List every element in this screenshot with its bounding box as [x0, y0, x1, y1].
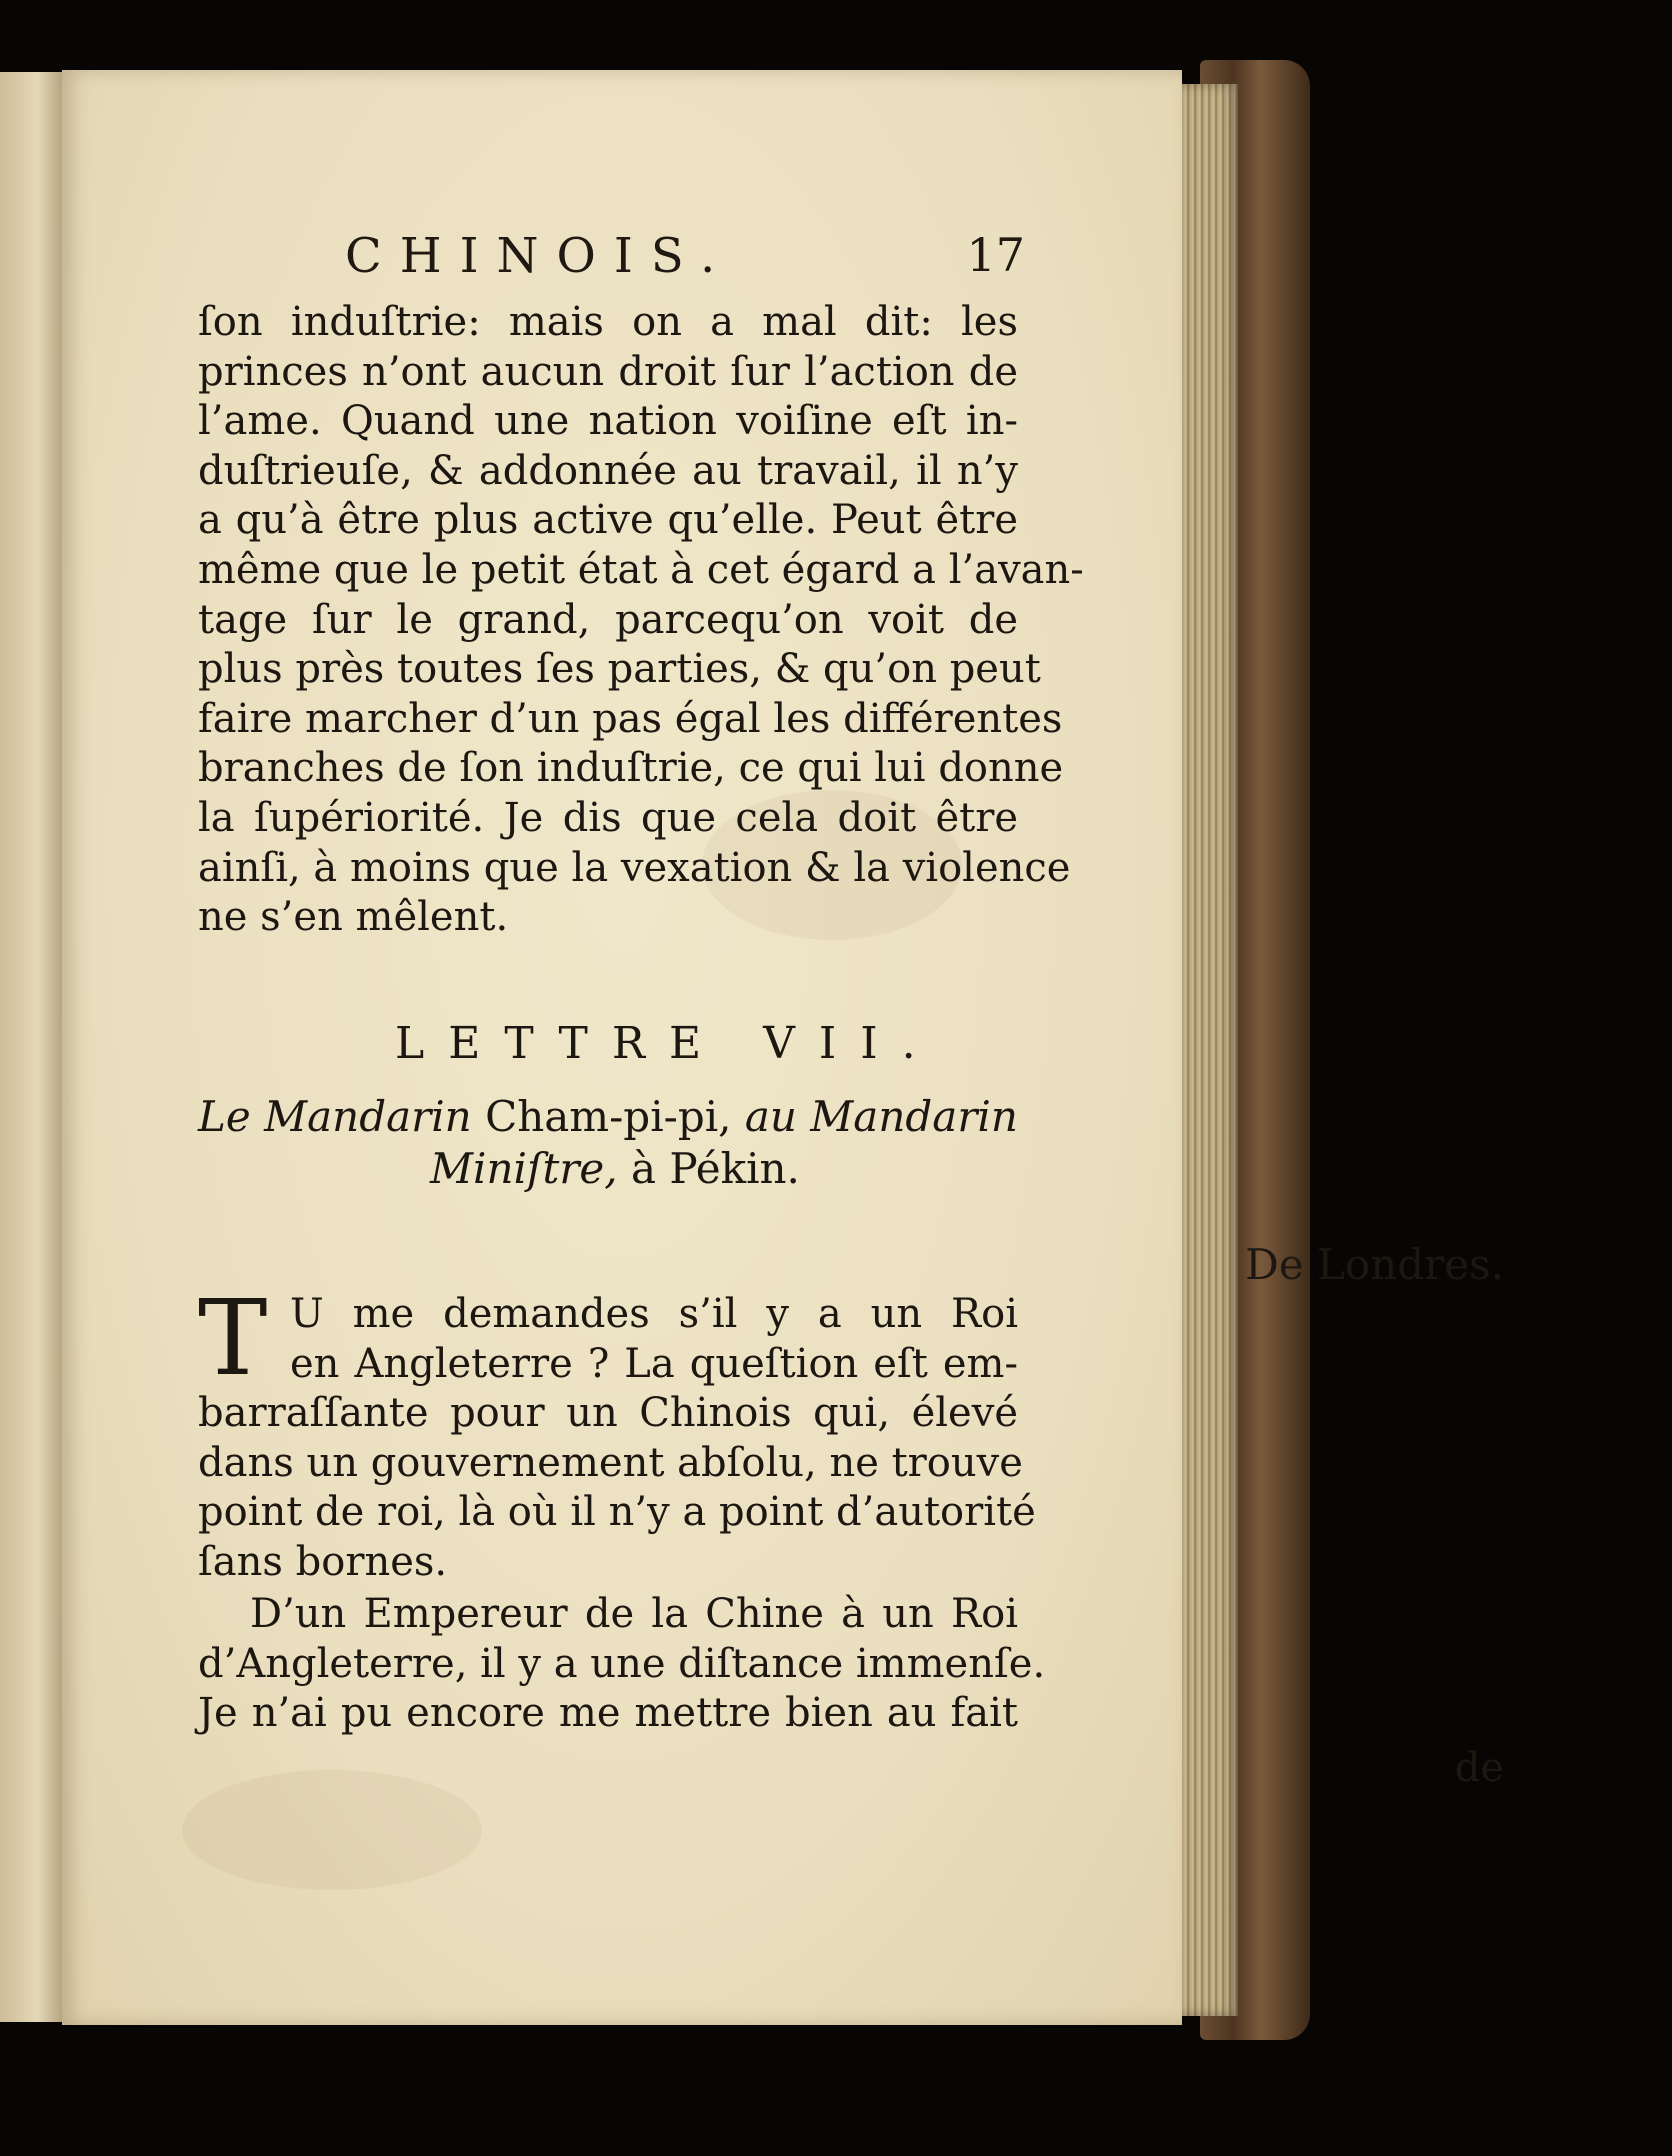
- address-mandarin: Mandarin: [264, 1092, 472, 1141]
- left-page-edge: [0, 72, 62, 2022]
- dateline: De Londres.: [1245, 1240, 1504, 1289]
- address-mandarin-2: Mandarin: [810, 1092, 1018, 1141]
- text-line: princes n’ont aucun droit ſur l’action de: [198, 348, 1018, 395]
- address-ministre: Miniſtre,: [430, 1144, 618, 1193]
- drop-cap: T: [198, 1277, 268, 1399]
- text-line: branches de ſon induſtrie, ce qui lui donne: [198, 745, 1064, 792]
- address-le: Le: [198, 1092, 251, 1141]
- text-line: ſon induſtrie: mais on a mal dit: les: [198, 299, 1018, 345]
- text-line: ne s’en mêlent.: [198, 894, 509, 941]
- address-au: au: [744, 1092, 797, 1141]
- text-line: d’Angleterre, il y a une diſtance immenſe.: [198, 1640, 1046, 1687]
- text-line: même que le petit état à cet égard a l’avan-: [198, 546, 1084, 593]
- text-line: tage ſur le grand, parcequ’on voit de: [198, 596, 1018, 643]
- text-line: a qu’à être plus active qu’elle. Peut être: [198, 497, 1018, 544]
- text-line: dans un gouvernement abſolu, ne trouve: [198, 1439, 1023, 1486]
- text-line: l’ame. Quand une nation voiſine eſt in-: [198, 398, 1018, 445]
- text-line: la ſupériorité. Je dis que cela doit être: [198, 794, 1018, 841]
- text-line: ſans bornes.: [198, 1538, 448, 1585]
- paragraph-2: [198, 1389, 1036, 1587]
- paper-stain: [182, 1770, 482, 1890]
- page-number: 17: [966, 228, 1025, 282]
- text-line: duſtrieuſe, & addonnée au travail, il n’y: [198, 447, 1018, 494]
- paragraph-2-indented: [290, 1290, 1018, 1389]
- text-line: U me demandes s’il y a un Roi: [290, 1291, 1018, 1337]
- address-place: à Pékin.: [631, 1144, 800, 1193]
- text-line: ainſi, à moins que la vexation & la violence: [198, 844, 1071, 891]
- address-name: Cham-pi-pi,: [485, 1092, 732, 1141]
- page-stack-edge: [1176, 84, 1238, 2016]
- address-line-1: [198, 1092, 1018, 1141]
- letter-title: LETTRE VII.: [395, 1018, 940, 1069]
- catchword: de: [1454, 1745, 1504, 1791]
- text-line: Je n’ai pu encore me mettre bien au fait: [198, 1690, 1018, 1737]
- page-header: [345, 228, 1025, 284]
- text-line: plus près toutes ſes parties, & qu’on peut: [198, 646, 1041, 693]
- text-line: point de roi, là où il n’y a point d’autorité: [198, 1489, 1036, 1536]
- text-line: barraſſante pour un Chinois qui, élevé: [198, 1390, 1018, 1436]
- text-line: faire marcher d’un pas égal les différentes: [198, 695, 1063, 742]
- running-head: CHINOIS.: [345, 228, 734, 284]
- address-line-2: [430, 1144, 800, 1193]
- text-line: en Angleterre ? La queſtion eſt em-: [290, 1340, 1018, 1387]
- paragraph-3: [198, 1590, 1046, 1739]
- paragraph-1: [198, 298, 1084, 943]
- text-line: D’un Empereur de la Chine à un Roi: [250, 1591, 1018, 1637]
